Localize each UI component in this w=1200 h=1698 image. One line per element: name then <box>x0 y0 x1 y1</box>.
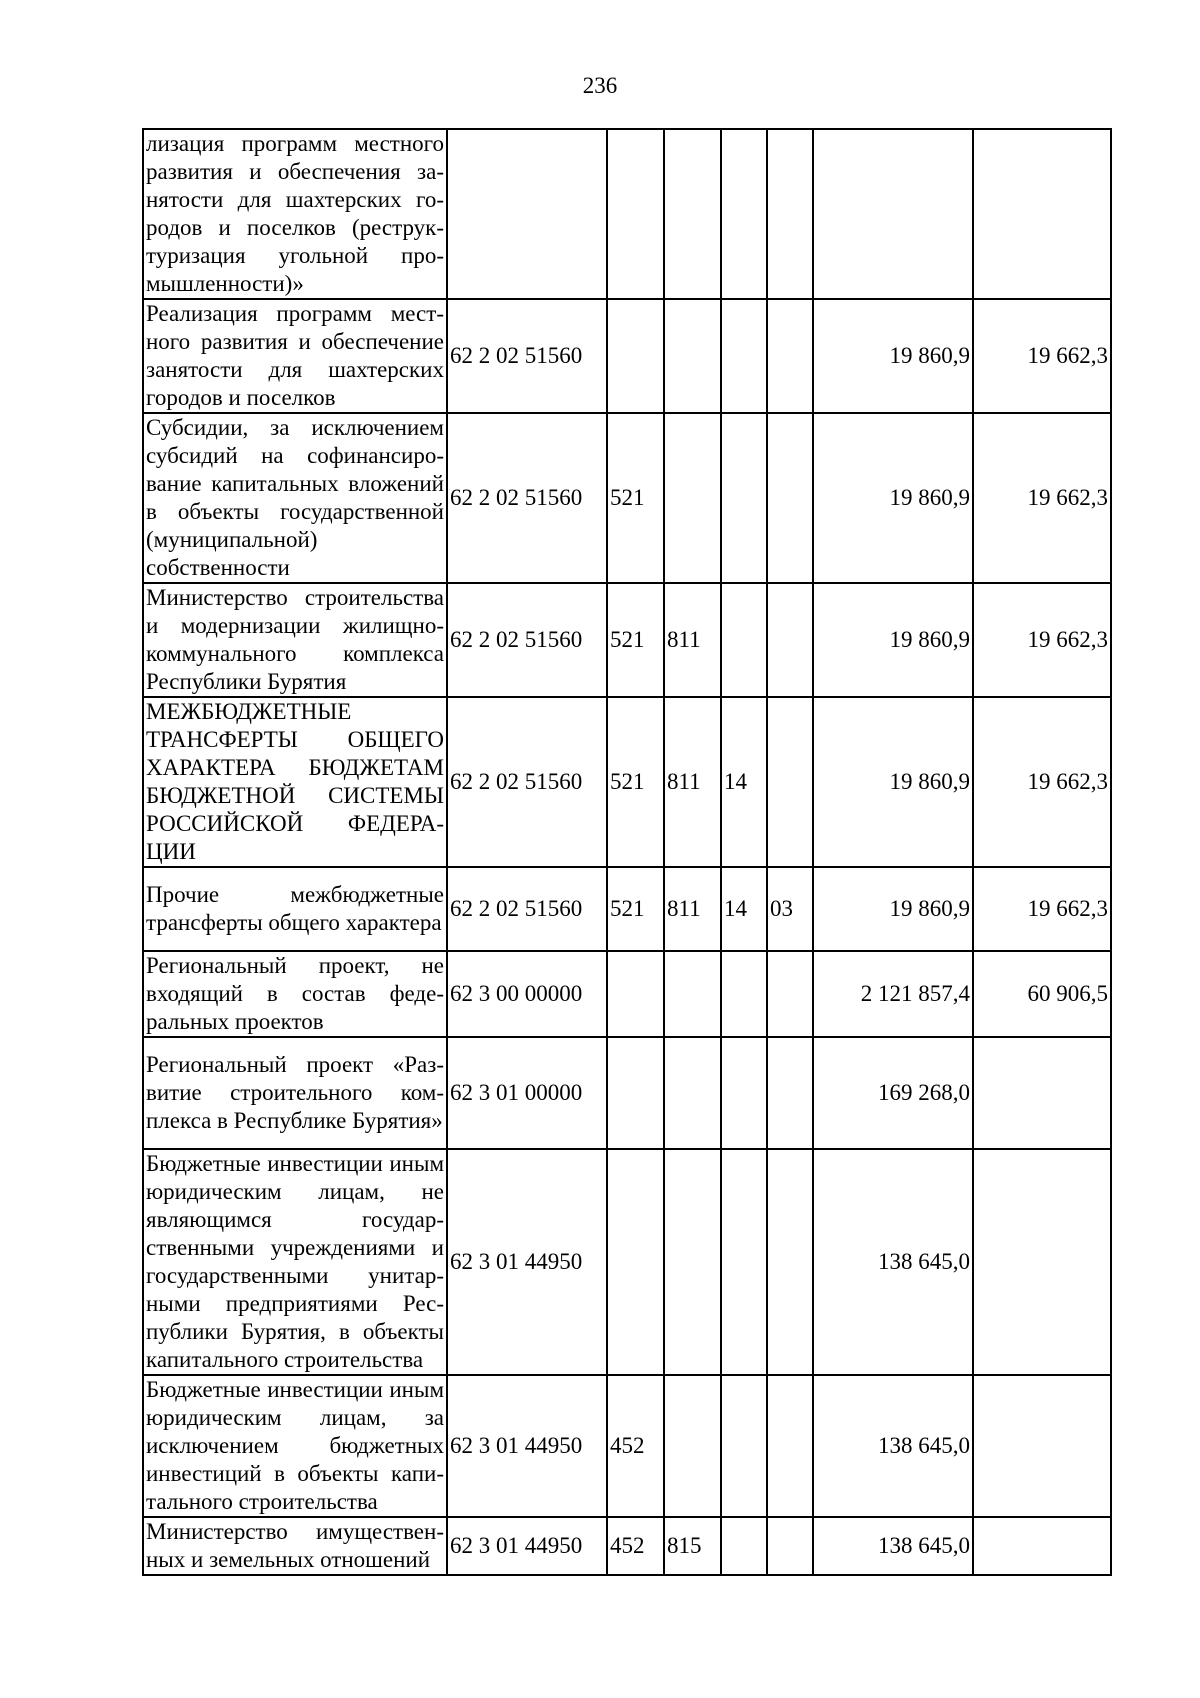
table-row <box>143 413 1111 583</box>
row-name: Субсидии, за исключением субсидий на софинансирование капитальных вложений в объекты государственной (муниципальной) собственности <box>143 413 447 583</box>
row-sum2: 60 906,5 <box>973 951 1111 1037</box>
row-sum1: 138 645,0 <box>813 1149 973 1375</box>
table-row <box>143 867 1111 951</box>
row-grbs <box>664 951 721 1037</box>
row-name: Бюджетные инвестиции иным юридическим лицам, не являющимся государственными учреждениями и государственными унитарными предприятиями Республики Бурятия, в объекты капитального строительства <box>143 1149 447 1375</box>
row-sum1: 169 268,0 <box>813 1037 973 1149</box>
row-vr: 452 <box>607 1375 664 1517</box>
row-name: Бюджетные инвестиции иным юридическим лицам, за исключением бюджетных инвестиций в объекты капитального строительства <box>143 1375 447 1517</box>
row-grbs <box>664 1375 721 1517</box>
table-row <box>143 129 1111 299</box>
row-rz <box>721 1375 767 1517</box>
row-rz <box>721 413 767 583</box>
row-code: 62 2 02 51560 <box>447 583 607 697</box>
row-name: лизация программ местного развития и обеспечения занятости для шахтерских городов и поселков (реструктуризация угольной промышленности)» <box>143 129 447 299</box>
row-code: 62 3 01 00000 <box>447 1037 607 1149</box>
row-rz <box>721 1517 767 1575</box>
row-vr: 521 <box>607 867 664 951</box>
table-row <box>143 951 1111 1037</box>
row-sum1: 138 645,0 <box>813 1375 973 1517</box>
row-code: 62 3 01 44950 <box>447 1375 607 1517</box>
table-row <box>143 1037 1111 1149</box>
row-code: 62 3 01 44950 <box>447 1517 607 1575</box>
row-grbs: 811 <box>664 697 721 867</box>
row-sum2 <box>973 1149 1111 1375</box>
row-vr <box>607 951 664 1037</box>
row-pr <box>767 129 813 299</box>
row-sum1: 2 121 857,4 <box>813 951 973 1037</box>
row-grbs: 811 <box>664 583 721 697</box>
row-pr <box>767 413 813 583</box>
row-sum2: 19 662,3 <box>973 583 1111 697</box>
row-pr <box>767 1517 813 1575</box>
table-row <box>143 1517 1111 1575</box>
row-pr <box>767 1375 813 1517</box>
row-grbs <box>664 299 721 413</box>
row-grbs <box>664 413 721 583</box>
row-sum2 <box>973 129 1111 299</box>
row-code: 62 3 01 44950 <box>447 1149 607 1375</box>
row-name: Министерство строительства и модернизации жилищно-коммунального комплекса Республики Бурятия <box>143 583 447 697</box>
row-sum2 <box>973 1375 1111 1517</box>
row-vr <box>607 1037 664 1149</box>
row-pr <box>767 951 813 1037</box>
row-name: Министерство имущественных и земельных отношений <box>143 1517 447 1575</box>
row-grbs <box>664 1037 721 1149</box>
row-pr: 03 <box>767 867 813 951</box>
row-sum2: 19 662,3 <box>973 299 1111 413</box>
row-name: Прочие межбюджетные трансферты общего характера <box>143 867 447 951</box>
row-sum1: 19 860,9 <box>813 413 973 583</box>
table-row <box>143 299 1111 413</box>
row-rz <box>721 1149 767 1375</box>
row-pr <box>767 299 813 413</box>
row-sum2: 19 662,3 <box>973 413 1111 583</box>
table-row <box>143 697 1111 867</box>
row-grbs: 815 <box>664 1517 721 1575</box>
row-code: 62 3 00 00000 <box>447 951 607 1037</box>
row-pr <box>767 583 813 697</box>
row-rz: 14 <box>721 867 767 951</box>
row-name: МЕЖБЮДЖЕТНЫЕ ТРАНСФЕРТЫ ОБЩЕГО ХАРАКТЕРА БЮДЖЕТАМ БЮДЖЕТНОЙ СИСТЕМЫ РОССИЙСКОЙ ФЕДЕРАЦИИ <box>143 697 447 867</box>
page-number: 236 <box>582 73 618 98</box>
row-sum1: 19 860,9 <box>813 697 973 867</box>
row-pr <box>767 697 813 867</box>
row-rz <box>721 129 767 299</box>
row-code: 62 2 02 51560 <box>447 697 607 867</box>
row-name: Региональный проект «Развитие строительного комплекса в Республике Бурятия» <box>143 1037 447 1149</box>
row-sum1: 19 860,9 <box>813 867 973 951</box>
row-sum2: 19 662,3 <box>973 697 1111 867</box>
row-rz: 14 <box>721 697 767 867</box>
row-sum1: 19 860,9 <box>813 583 973 697</box>
row-grbs: 811 <box>664 867 721 951</box>
row-rz <box>721 1037 767 1149</box>
table-row <box>143 1375 1111 1517</box>
budget-table <box>142 128 1112 1576</box>
row-code: 62 2 02 51560 <box>447 413 607 583</box>
row-sum2 <box>973 1517 1111 1575</box>
row-code: 62 2 02 51560 <box>447 299 607 413</box>
row-rz <box>721 951 767 1037</box>
row-code: 62 2 02 51560 <box>447 867 607 951</box>
row-vr: 521 <box>607 413 664 583</box>
row-pr <box>767 1037 813 1149</box>
row-pr <box>767 1149 813 1375</box>
row-code <box>447 129 607 299</box>
row-vr <box>607 299 664 413</box>
row-grbs <box>664 1149 721 1375</box>
row-vr <box>607 1149 664 1375</box>
row-sum2: 19 662,3 <box>973 867 1111 951</box>
row-sum2 <box>973 1037 1111 1149</box>
row-name: Региональный проект, не входящий в состав федеральных проектов <box>143 951 447 1037</box>
row-vr: 521 <box>607 583 664 697</box>
row-vr: 521 <box>607 697 664 867</box>
table-row <box>143 1149 1111 1375</box>
row-grbs <box>664 129 721 299</box>
row-rz <box>721 299 767 413</box>
row-rz <box>721 583 767 697</box>
table-row <box>143 583 1111 697</box>
row-sum1 <box>813 129 973 299</box>
row-sum1: 19 860,9 <box>813 299 973 413</box>
row-sum1: 138 645,0 <box>813 1517 973 1575</box>
row-vr <box>607 129 664 299</box>
row-name: Реализация программ местного развития и обеспечение занятости для шахтерских городов и поселков <box>143 299 447 413</box>
row-vr: 452 <box>607 1517 664 1575</box>
